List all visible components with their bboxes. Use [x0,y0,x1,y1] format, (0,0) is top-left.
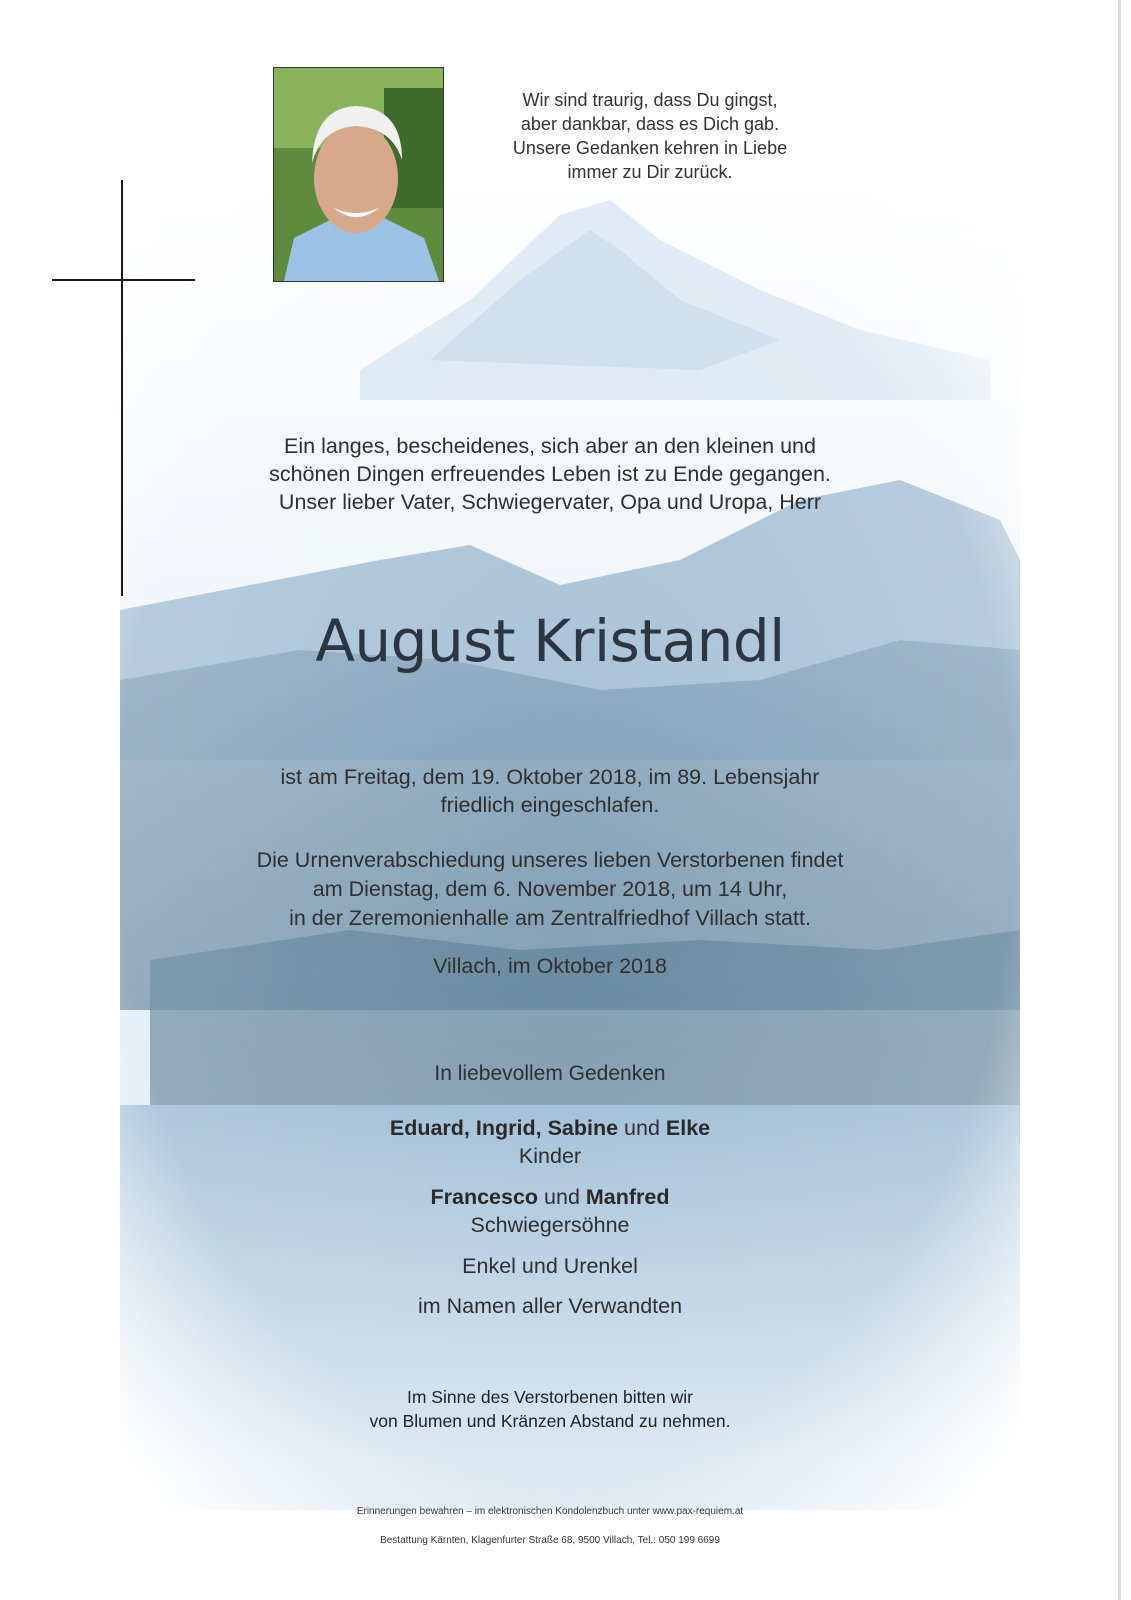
quote-line: Wir sind traurig, dass Du gingst, [522,90,778,110]
deceased-name: August Kristandl [315,607,785,675]
son-in-law-name: Manfred [585,1185,670,1209]
conjunction: und [624,1116,660,1140]
grandchildren: Enkel und Urenkel [462,1254,638,1278]
son-in-law-name: Francesco [430,1185,539,1209]
intro-line: Ein langes, bescheidenes, sich aber an den kleinen und [284,434,816,458]
children-names [130,1114,970,1142]
footer-funeral-home: Bestattung Kärnten, Klagenfurter Straße 68, 9500 Villach, Tel.: 050 199 6699 [380,1535,720,1546]
place-date: Villach, im Oktober 2018 [433,954,667,978]
portrait-image [274,68,443,281]
death-notice-line: ist am Freitag, dem 19. Oktober 2018, im 89. Lebensjahr [280,765,820,789]
quote-block [420,88,880,184]
footer-condolence: Erinnerungen bewahren – im elektronischen Kondolenzbuch unter www.pax-requiem.at [356,1506,744,1517]
death-notice [130,763,970,819]
flowers-note-line: Im Sinne des Verstorbenen bitten wir [407,1387,693,1407]
cross-icon-horizontal [52,279,195,281]
portrait-photo [273,67,444,282]
children-role: Kinder [518,1144,582,1168]
intro-line: schönen Dingen erfreuendes Leben ist zu Ende gegangen. [269,462,831,486]
page-edge [1118,0,1121,1600]
child-name: Sabine [547,1116,619,1140]
sons-in-law-role: Schwiegersöhne [470,1213,630,1237]
service-line: Die Urnenverabschiedung unseres lieben Verstorbenen findet [256,848,844,872]
flowers-note-line: von Blumen und Kränzen Abstand zu nehmen. [369,1411,731,1431]
relatives: im Namen aller Verwandten [417,1294,683,1318]
cross-icon-vertical [121,180,123,596]
intro-block [130,432,970,516]
quote-line: aber dankbar, dass es Dich gab. [520,114,780,134]
quote-line: Unsere Gedanken kehren in Liebe [512,138,788,158]
memory-heading: In liebevollem Gedenken [434,1062,666,1085]
intro-line: Unser lieber Vater, Schwiegervater, Opa und Uropa, Herr [278,490,822,514]
service-info [110,846,990,933]
death-notice-line: friedlich eingeschlafen. [440,793,660,817]
quote-line: immer zu Dir zurück. [567,162,733,182]
service-line: in der Zeremonienhalle am Zentralfriedhof Villach statt. [289,906,811,930]
sons-in-law-names [130,1183,970,1211]
child-name: Elke [665,1116,711,1140]
conjunction: und [544,1185,580,1209]
service-line: am Dienstag, dem 6. November 2018, um 14 Uhr, [312,877,788,901]
child-name: Eduard, [389,1116,470,1140]
child-name: Ingrid, [475,1116,542,1140]
flowers-note [130,1385,970,1433]
